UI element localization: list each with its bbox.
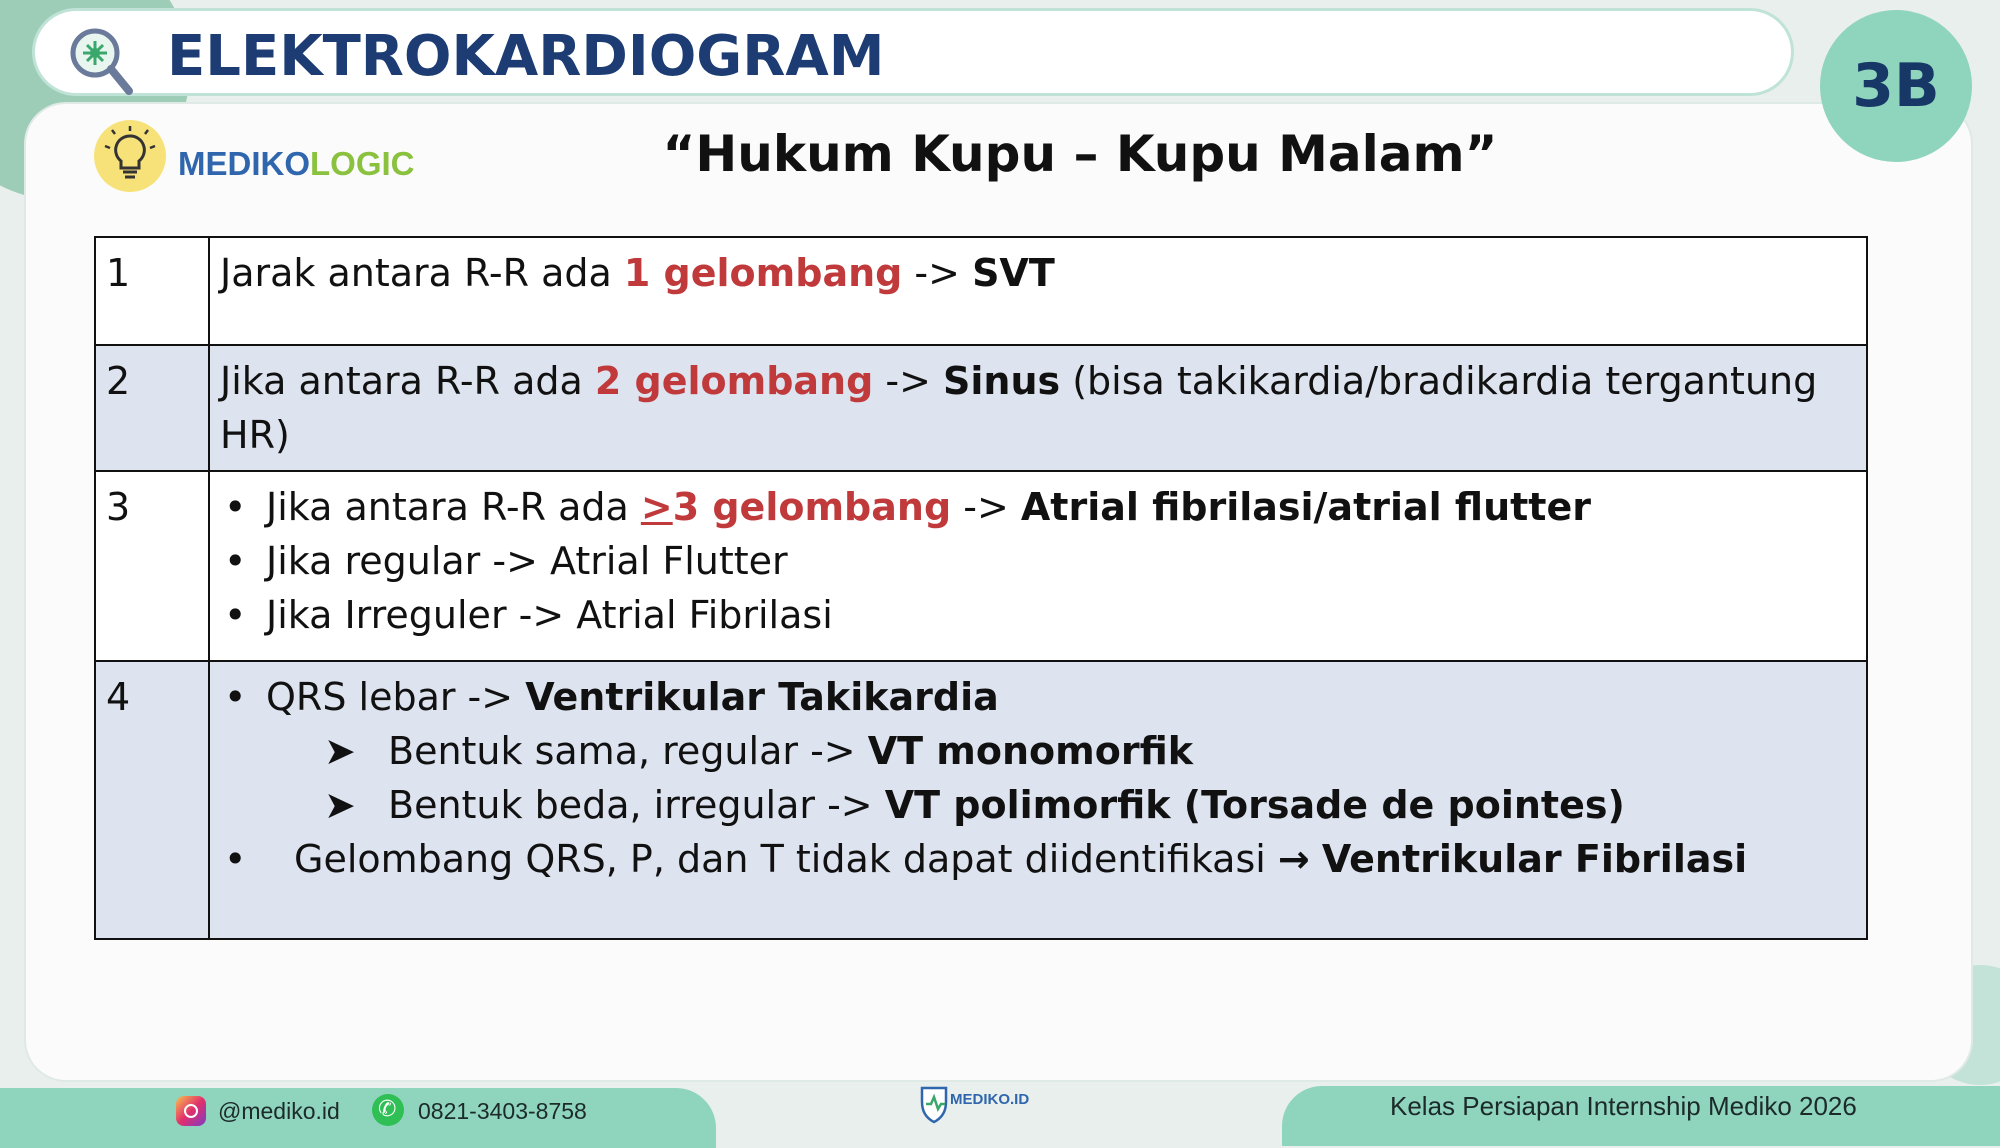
bullet-item: • Jika antara R-R ada >3 gelombang -> Atrial fibrilasi/atrial flutter [224,485,1591,529]
bullet-item: • Jika Irreguler -> Atrial Fibrilasi [224,593,833,637]
brand-part-2: LOGIC [310,145,415,182]
row-text: Jika Irreguler -> Atrial Fibrilasi [266,593,833,637]
row-result: Atrial fibrilasi/atrial flutter [1020,485,1591,529]
section-badge [1820,10,1972,162]
bullet-item: • Jika regular -> Atrial Flutter [224,539,788,583]
row-result: VT monomorfik [867,729,1194,773]
row-text: -> [873,359,944,403]
row-text: QRS lebar -> [266,675,526,719]
footer-logo-text: MEDIKO.ID [950,1091,1030,1108]
arrow-bullet-icon: ➤ [324,729,356,773]
row-content [209,471,1867,661]
row-text: -> [951,485,1021,529]
row-text: -> [902,251,973,295]
instagram-icon[interactable] [176,1096,206,1126]
row-number: 4 [95,661,209,939]
row-note: (bisa takikardia/bradikardia tergantung HR) [220,359,1818,457]
row-content [209,345,1867,471]
row-text: Bentuk beda, irregular -> [388,783,885,827]
row-number: 3 [95,471,209,661]
row-result: Sinus [943,359,1061,403]
row-number: 1 [95,237,209,345]
row-text: Bentuk sama, regular -> [388,729,868,773]
right-arrow-icon: → [1277,837,1310,881]
row-text: Jika antara R-R ada [220,359,595,403]
instagram-handle[interactable]: @mediko.id [218,1098,340,1124]
section-badge-label: 3B [1852,51,1940,121]
row-text: Gelombang QRS, P, dan T tidak dapat diidentifikasi [294,837,1278,881]
table-row [95,471,1867,661]
whatsapp-icon[interactable] [372,1094,404,1126]
row-content [209,661,1867,939]
slide-subtitle: “Hukum Kupu – Kupu Malam” [662,125,1498,183]
bullet-item: • QRS lebar -> Ventrikular Takikardia [224,675,999,719]
bullet-item: • Gelombang QRS, P, dan T tidak dapat diidentifikasi → Ventrikular Fibrilasi [224,837,1748,881]
row-highlight: > [640,485,673,529]
row-highlight: 1 gelombang [623,251,903,295]
row-result: Ventrikular Takikardia [525,675,999,719]
rules-table [94,236,1868,940]
row-result: VT polimorfik (Torsade de pointes) [884,783,1625,827]
whatsapp-number[interactable]: 0821-3403-8758 [418,1098,587,1124]
row-result: SVT [972,251,1055,295]
table-row [95,345,1867,471]
table-row [95,661,1867,939]
course-name: Kelas Persiapan Internship Mediko 2026 [1390,1091,1857,1121]
row-highlight: 2 gelombang [594,359,874,403]
row-text: Jika antara R-R ada [266,485,641,529]
table-row [95,237,1867,345]
row-result: Ventrikular Fibrilasi [1321,837,1748,881]
row-highlight: 3 gelombang [672,485,952,529]
row-text: Jarak antara R-R ada [220,251,624,295]
sub-bullet-item [220,724,1856,778]
arrow-bullet-icon: ➤ [324,783,356,827]
brand-logo-text [178,144,415,184]
title-bar [32,8,1794,96]
row-number: 2 [95,345,209,471]
brand-part-1: MEDIKO [178,145,310,182]
row-text: Jika regular -> Atrial Flutter [266,539,788,583]
footer-contact-bar [0,1088,716,1148]
lightbulb-icon [92,118,168,194]
page-title: ELEKTROKARDIOGRAM [167,24,885,89]
row-content [209,237,1867,345]
magnifier-icon [59,19,149,99]
sub-bullet-item [220,778,1856,832]
